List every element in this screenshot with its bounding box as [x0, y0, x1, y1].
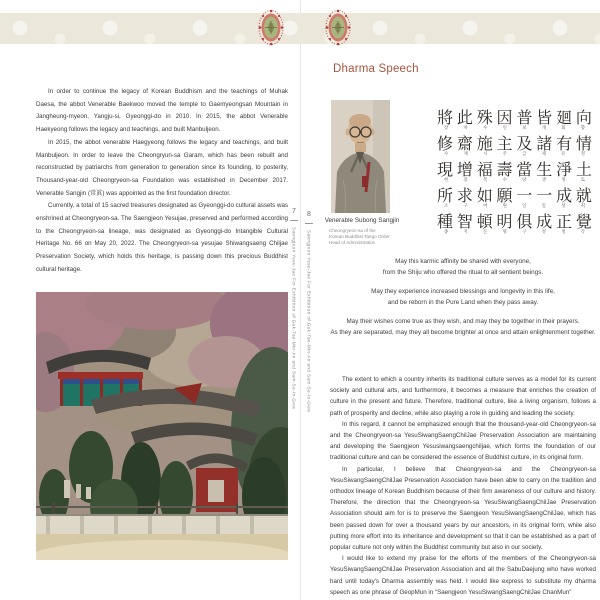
- prayer-line: and be reborn in the Pure Land when they pass away.: [387, 298, 539, 306]
- calligraphy-line: [437, 135, 592, 157]
- paragraph: In this regard, it cannot be emphasized enough that the thousand-year-old Cheongryeon-sa and the Cheongryeon-sa YesuSiwangSaengChilJae Preservation Association are maintaining and developing the Saengjeon Yesusiwangsaengchiljae, which forms the foundation of our traditional culture and can be considered the essence of Buddhist culture, in its original form.: [330, 420, 596, 462]
- paragraph: I would like to extend my praise for the efforts of the members of the Cheongryeon-sa YesuSiwangSaengChilJae Preservation Association and all the SabuDaejung who have worked hard until today's Dharma assembly was held. I would like express to substitute my dharma speech as one phrase of GeopMun in "Saengjeon YesuSiwangSaengChilJae ChanMun": [330, 555, 596, 596]
- prayer-line: from the Shiju who offered the ritual to all sentient beings.: [382, 268, 544, 276]
- ruby-text: 장 차 수 인 보 개 회 향: [444, 126, 585, 131]
- hanja-text: 種 智 頓 明 俱 成 正 覺: [437, 212, 592, 231]
- paragraph: The extent to which a country inherits its traditional culture serves as a model for its current society and cultural arts, and furthermore, it becomes a measure that enriches the creation of culture in the present and future. Therefore, traditional culture, like a living organism, follows a path of prosperity and decline, while also playing a role in guiding and leading the society.: [330, 376, 596, 417]
- paragraph: In 2015, the abbot venerable Haegyeong follows the legacy and teachings, and built Manbuljeon. In order to leave the Cheongryun-sa Garam, which has been rebuilt and reconstructed by patriarchs from generation to generation since its founding, to posterity, Thousand-year-old Cheongryeon-sa Foundation was established in December 2017. Venerable Sangjin (常眞) was appointed as the first foundation director.: [36, 138, 288, 197]
- calligraphy-line: [437, 187, 592, 209]
- running-title: Saengjeon Yesu-Jae For Exhibition of Guk-Tae-Min-An and Sam-Se-In-Gwa: [291, 227, 297, 410]
- ruby-text: 수 재 시 주 급 제 유 정: [444, 152, 585, 157]
- calligraphy-line: [437, 161, 592, 183]
- left-page-body: [36, 86, 288, 277]
- paragraph: Currently, a total of 15 sacred treasures designated as Gyeonggi-do cultural assets was enshrined at Cheongryeon-sa. The Saengjeon Yesujae, preserved and performed according to the Cheongryeon-sa lineage, was designated as Gyeonggi-do Intangible Cultural Heritage No. 66 on May 20, 2022. The Cheongryeon-sa yesujae Shiwangsaeng Chiljae Preservation Society, which holds this heritage, is passing down this precious Buddhist cultural heritage.: [36, 202, 288, 273]
- sidebar-rule: [290, 220, 298, 221]
- sidebar-rule: [305, 223, 313, 224]
- hanja-text: 所 求 如 願 一 一 成 就: [437, 186, 592, 205]
- prayer-line: As they are separated, may they all become brighter at once and attain enlightenment together.: [330, 328, 596, 336]
- lotus-medallion-icon: [325, 9, 351, 46]
- prayer-text: [330, 257, 596, 347]
- prayer-line: May this karmic affinity be shared with everyone,: [395, 258, 531, 265]
- hanja-text: 將 此 殊 因 普 皆 廻 向: [437, 108, 592, 127]
- left-page-sidebar: [287, 208, 301, 409]
- dharma-speech-heading: Dharma Speech: [333, 63, 419, 75]
- running-title: Saengjeon Yesu-Jae For Exhibition of Guk-Tae-Min-An and Sam-Se-In-Gwa: [306, 230, 312, 413]
- prayer-line: May their wishes come true as they wish, and may they be together in their prayers.: [346, 318, 580, 326]
- monk-portrait-photo: [331, 100, 390, 213]
- prayer-stanza: [330, 257, 596, 279]
- lotus-medallion-icon: [258, 9, 284, 46]
- ruby-text: 현 증 복 수 당 생 정 토: [444, 178, 585, 183]
- prayer-stanza: [330, 287, 596, 309]
- right-page-sidebar: [302, 211, 316, 412]
- hanja-text: 修 齋 施 主 及 諸 有 情: [437, 134, 592, 153]
- portrait-title: Cheongryeon-sa of the Korean Buddhist Taego Order Head of Administration: [329, 228, 390, 245]
- right-page-body: [330, 374, 596, 598]
- temple-photo: [36, 292, 288, 560]
- ruby-text: 종 지 돈 명 구 성 정 각: [444, 230, 585, 235]
- calligraphy-line: [437, 109, 592, 131]
- page-number: 7: [292, 208, 296, 215]
- hanja-text: 現 增 福 壽 當 生 淨 土: [437, 160, 592, 179]
- page-number: 8: [307, 211, 311, 218]
- portrait-name: Venerable Subong Sangjin: [324, 217, 400, 224]
- calligraphy-line: [437, 213, 592, 235]
- paragraph: In order to continue the legacy of Korean Buddhism and the teachings of Muhak Daesa, the abbot Venerable Baekwoo moved the temple to Gaemyeongsan Mountain in Jangheung-myeon, Yangju-si, Gyeonggi-do in 2010. In 2015, the abbot Venerable Haekyeong follows the legacy and teachings, and built Manbuljeon.: [36, 88, 288, 134]
- paragraph: In particular, I believe that Cheongryeon-sa and the Cheongryeon-sa YesuSiwangSaengChilJae Preservation Association have been able to carry on the tradition and orthodox lineage of Korean Buddhism because of their firm awareness of our culture and history. Therefore, the direction that the Cheongryeon-sa YesuSiwangSaengChilJae Preservation Association should aim for is to preserve the Saengjeon YesuSiwangSaengChilJae, which has been passed down for over a thousand years by our ancestors, in its original form, while also putting more effort into its inheritance and development so that it can be established as a part of popular culture not only within the Buddhist community but also in our society.: [330, 465, 596, 552]
- calligraphy-verse: [437, 109, 592, 239]
- prayer-line: May they experience increased blessings and longevity in this life,: [371, 288, 555, 296]
- prayer-stanza: [330, 317, 596, 339]
- ruby-text: 소 구 여 원 일 일 성 취: [444, 204, 585, 209]
